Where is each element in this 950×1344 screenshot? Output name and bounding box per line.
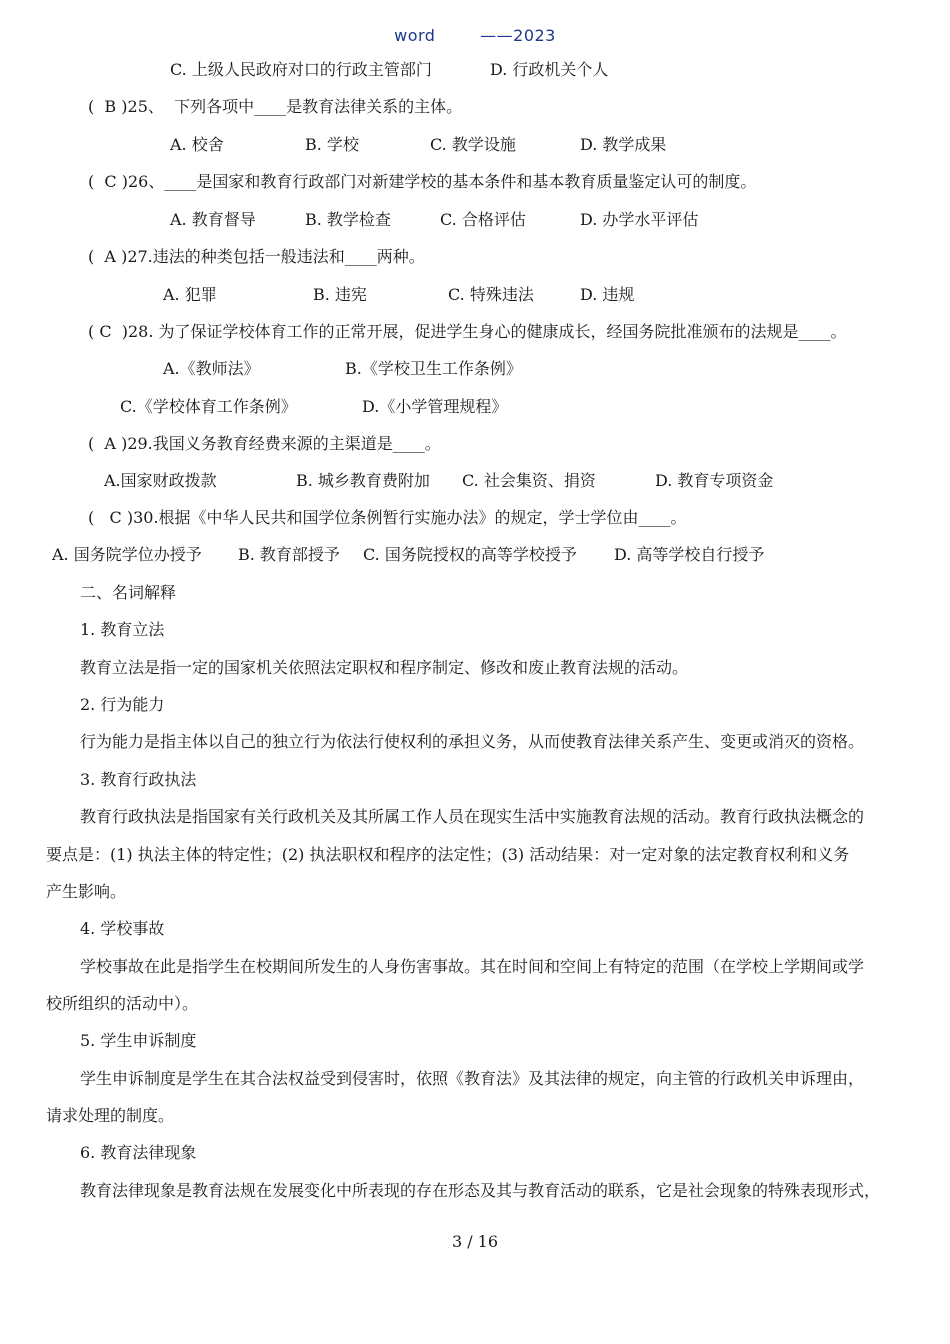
answer-q29: A [104, 434, 116, 453]
question-26: ( C )26、____是国家和教育行政部门对新建学校的基本条件和基本教育质量鉴定认可的制度。 [88, 172, 757, 191]
answer-q28: C [99, 322, 112, 341]
question-number: 27. [127, 247, 153, 266]
term-heading: 1. 教育立法 [80, 620, 165, 639]
option-a: A. 教育督导 [170, 210, 256, 229]
term-definition: 学生申诉制度是学生在其合法权益受到侵害时，依照《教育法》及其法律的规定，向主管的行政机关申诉理由， [80, 1069, 865, 1088]
option-b: B. 教学检查 [305, 210, 391, 229]
question-stem: 为了保证学校体育工作的正常开展，促进学生身心的健康成长，经国务院批准颁布的法规是____。 [158, 322, 847, 341]
question-stem: 根据《中华人民共和国学位条例暂行实施办法》的规定，学士学位由____。 [158, 508, 687, 527]
option-b: B. 学校 [305, 135, 359, 154]
term-definition: 要点是：(1) 执法主体的特定性；(2) 执法职权和程序的法定性；(3) 活动结果：对一定对象的法定教育权利和义务 [46, 845, 850, 864]
question-stem: 下列各项中____是教育法律关系的主体。 [174, 97, 463, 116]
page-header: word ——2023 [394, 26, 556, 45]
question-stem: 违法的种类包括一般违法和____两种。 [152, 247, 425, 266]
option-c-q24: C. 上级人民政府对口的行政主管部门 [170, 60, 432, 79]
option-a: A.国家财政拨款 [104, 471, 217, 490]
option-c: C. 国务院授权的高等学校授予 [363, 545, 577, 564]
answer-q25: B [104, 97, 117, 116]
term-definition: 教育立法是指一定的国家机关依照法定职权和程序制定、修改和废止教育法规的活动。 [80, 658, 689, 677]
option-c: C. 特殊违法 [448, 285, 534, 304]
question-stem: ____是国家和教育行政部门对新建学校的基本条件和基本教育质量鉴定认可的制度。 [164, 172, 757, 191]
option-a: A. 校舍 [170, 135, 224, 154]
option-a: A. 犯罪 [163, 285, 217, 304]
option-d: D. 违规 [580, 285, 635, 304]
term-definition: 教育法律现象是教育法规在发展变化中所表现的存在形态及其与教育活动的联系，它是社会现象的特殊表现形式， [80, 1181, 881, 1200]
term-heading: 2. 行为能力 [80, 695, 165, 714]
question-number: 25、 [127, 97, 164, 116]
option-c: C. 社会集资、捐资 [462, 471, 596, 490]
question-30: ( C )30.根据《中华人民共和国学位条例暂行实施办法》的规定，学士学位由____。 [88, 508, 687, 527]
term-heading: 3. 教育行政执法 [80, 770, 197, 789]
option-d-q24: D. 行政机关个人 [490, 60, 609, 79]
option-a: A.《教师法》 [163, 359, 260, 378]
question-27: ( A )27.违法的种类包括一般违法和____两种。 [88, 247, 425, 266]
answer-q30: C [109, 508, 122, 527]
option-d: D. 教育专项资金 [655, 471, 774, 490]
term-definition: 行为能力是指主体以自己的独立行为依法行使权利的承担义务，从而使教育法律关系产生、变更或消灭的资格。 [80, 732, 865, 751]
term-heading: 4. 学校事故 [80, 919, 165, 938]
question-number: 26、 [128, 172, 165, 191]
option-a: A. 国务院学位办授予 [52, 545, 202, 564]
question-number: 28. [128, 322, 154, 341]
term-definition: 学校事故在此是指学生在校期间所发生的人身伤害事故。其在时间和空间上有特定的范围（在学校上学期间或学 [80, 957, 865, 976]
term-definition: 校所组织的活动中）。 [46, 994, 199, 1013]
term-definition: 产生影响。 [46, 882, 127, 901]
term-heading: 5. 学生申诉制度 [80, 1031, 197, 1050]
page-number: 3 / 16 [451, 1232, 499, 1251]
option-c: C. 教学设施 [430, 135, 516, 154]
question-number: 30. [133, 508, 159, 527]
option-b: B. 违宪 [313, 285, 367, 304]
option-b: B. 教育部授予 [238, 545, 340, 564]
question-stem: 我国义务教育经费来源的主渠道是____。 [152, 434, 441, 453]
option-b: B. 城乡教育费附加 [296, 471, 430, 490]
question-29: ( A )29.我国义务教育经费来源的主渠道是____。 [88, 434, 441, 453]
section-title: 二、名词解释 [80, 583, 177, 602]
option-d: D. 教学成果 [580, 135, 667, 154]
question-25: ( B )25、 下列各项中____是教育法律关系的主体。 [88, 97, 463, 116]
option-c: C.《学校体育工作条例》 [120, 397, 297, 416]
option-b: B.《学校卫生工作条例》 [345, 359, 522, 378]
question-28: ( C )28. 为了保证学校体育工作的正常开展，促进学生身心的健康成长，经国务院批准颁布的法规是____。 [88, 322, 847, 341]
option-d: D. 办学水平评估 [580, 210, 699, 229]
term-heading: 6. 教育法律现象 [80, 1143, 197, 1162]
question-number: 29. [127, 434, 153, 453]
option-d: D.《小学管理规程》 [362, 397, 508, 416]
term-definition: 教育行政执法是指国家有关行政机关及其所属工作人员在现实生活中实施教育法规的活动。教育行政执法概念的 [80, 807, 865, 826]
answer-q26: C [104, 172, 117, 191]
term-definition: 请求处理的制度。 [46, 1106, 175, 1125]
answer-q27: A [104, 247, 116, 266]
option-d: D. 高等学校自行授予 [614, 545, 765, 564]
option-c: C. 合格评估 [440, 210, 526, 229]
